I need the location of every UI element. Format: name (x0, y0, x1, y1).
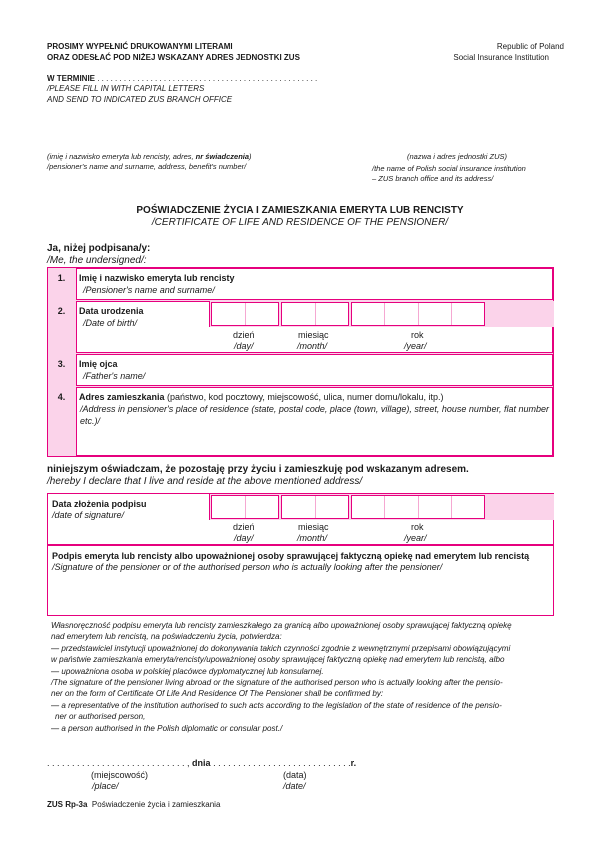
note-line: /The signature of the pensioner living abroad or the signature of the authorised person who is actually looking after the pensio- (51, 678, 503, 688)
signature-month-label-pl: miesiąc (298, 522, 329, 532)
form-footer (47, 799, 220, 810)
signature-day-label-en: /day/ (234, 533, 254, 543)
field-3-label-pl: Imię ojca (79, 359, 118, 369)
deadline-dots: . . . . . . . . . . . . . . . . . . . . . . . . . . . . . . . . . . . . . . . . . . . . . . . . . . (97, 74, 318, 83)
field-4-label-pl-main: Adres zamieszkania (79, 392, 165, 402)
signature-date-label-en: /date of signature/ (52, 510, 125, 520)
dnia-label: dnia (192, 758, 211, 768)
field-4-label-pl-extra: (państwo, kod pocztowy, miejscowość, ulica, numer domu/lokalu, itp.) (164, 392, 444, 402)
document-title-pl: POŚWIADCZENIE ŻYCIA I ZAMIESZKANIA EMERYTA LUB RENCISTY (136, 205, 464, 216)
field-1-label-en: /Pensioner's name and surname/ (83, 285, 215, 295)
signature-month-input[interactable] (281, 495, 349, 519)
note-line: Własnoręczność podpisu emeryta lub rencisty zamieszkałego za granicą albo upoważnionej osoby sprawującej faktyczną opiekę (51, 621, 512, 630)
birth-year-label-en: /year/ (404, 341, 427, 351)
signature-label-pl: Podpis emeryta lub rencisty albo upoważnionej osoby sprawującej faktyczną opiekę nad emerytem lub rencistą (52, 551, 530, 561)
confirmation-notes (51, 620, 561, 734)
birth-day-label-pl: dzień (233, 330, 255, 340)
undersigned-pl: Ja, niżej podpisana/y: (47, 243, 151, 254)
undersigned-en: /Me, the undersigned/: (47, 255, 147, 266)
zus-address-caption-en-2: – ZUS branch office and its address/ (372, 174, 494, 183)
field-1-number: 1. (57, 273, 66, 283)
caption-part: (imię i nazwisko emeryta lub rencisty, adres, (47, 152, 196, 161)
note-line: nad emerytem lub rencistą, na poświadczeniu życia, potwierdza: (51, 632, 282, 642)
field-3-label-en: /Father's name/ (83, 371, 146, 381)
form-code: ZUS Rp-3a (47, 800, 88, 809)
org-name: Social Insurance Institution (453, 53, 549, 62)
note-line: — a person authorised in the Polish diplomatic or consular post./ (51, 723, 283, 733)
note-line: ner or authorised person, (55, 712, 146, 722)
note-line: ner on the form of Certificate Of Life And Residence Of The Pensioner shall be confirmed by: (51, 689, 384, 699)
field-4-label-en: /Address in pensioner's place of residence (state, postal code, place (town, village), street, house number, flat number etc.)/ (80, 404, 549, 426)
instruction-pl-line-1: PROSIMY WYPEŁNIĆ DRUKOWANYMI LITERAMI (47, 42, 233, 51)
r-label: r. (350, 758, 357, 768)
note-line: w państwie zamieszkania emeryta/rencisty/upoważnionej osoby sprawującej faktyczną opiekę nad emerytem lub rencistą, albo (51, 655, 505, 665)
form-name: Poświadczenie życia i zamieszkania (91, 800, 221, 809)
field-1-label-pl: Imię i nazwisko emeryta lub rencisty (79, 273, 235, 283)
pensioner-address-caption-pl (47, 152, 252, 162)
field-4-label-pl (79, 391, 444, 403)
field-4-number: 4. (57, 392, 66, 402)
zus-address-caption-pl: (nazwa i adres jednostki ZUS) (407, 152, 508, 161)
signature-day-input[interactable] (211, 495, 279, 519)
declaration-pl: niniejszym oświadczam, że pozostaję przy życiu i zamieszkuję pod wskazanym adresem. (47, 464, 469, 475)
deadline-label: W TERMINIE (47, 74, 95, 83)
document-title-en: /CERTIFICATE OF LIFE AND RESIDENCE OF THE PENSIONER/ (151, 217, 449, 228)
pensioner-name-field[interactable] (76, 268, 553, 300)
zus-address-caption-en-1: /the name of Polish social insurance institution (372, 164, 526, 173)
signature-date-label-pl: Data złożenia podpisu (52, 499, 147, 509)
place-dots: . . . . . . . . . . . . . . . . . . . . . . . . . . . . , (47, 758, 190, 768)
place-caption-en: /place/ (92, 781, 119, 791)
birth-year-label-pl: rok (411, 330, 424, 340)
birth-day-input[interactable] (211, 302, 279, 326)
instruction-pl-line-2: ORAZ ODESŁAĆ POD NIŻEJ WSKAZANY ADRES JEDNOSTKI ZUS (47, 53, 300, 62)
birth-year-input[interactable] (351, 302, 485, 326)
signature-year-input[interactable] (351, 495, 485, 519)
declaration-en: /hereby I declare that I live and reside at the above mentioned address/ (47, 476, 363, 487)
place-date-line[interactable] (47, 757, 356, 769)
birth-month-label-pl: miesiąc (298, 330, 329, 340)
instruction-en-line-1: /PLEASE FILL IN WITH CAPITAL LETTERS (47, 84, 205, 93)
date-caption-pl: (data) (283, 770, 307, 780)
note-line: — przedstawiciel instytucji upoważnionej do dokonywania takich czynności zgodnie z wewnętrznymi przepisami obowiązującymi (51, 643, 511, 653)
signature-label-en: /Signature of the pensioner or of the authorised person who is actually looking after the pensioner/ (52, 562, 443, 572)
caption-part-end: ) (249, 152, 252, 161)
signature-day-label-pl: dzień (233, 522, 255, 532)
org-country: Republic of Poland (496, 42, 564, 51)
field-3-number: 3. (57, 359, 66, 369)
residence-address-field[interactable] (76, 387, 553, 456)
birth-month-label-en: /month/ (297, 341, 328, 351)
pensioner-address-caption-en: /pensioner's name and surname, address, benefit's number/ (47, 162, 247, 171)
benefit-number-caption: nr świadczenia (195, 152, 250, 161)
field-2-label-en: /Date of birth/ (83, 318, 138, 328)
date-caption-en: /date/ (283, 781, 306, 791)
note-line: — upoważniona osoba w polskiej placówce dyplomatycznej lub konsularnej. (51, 666, 324, 676)
note-line: — a representative of the institution authorised to such acts according to the legislation of the state of residence of the pensio- (51, 700, 502, 710)
instruction-en-line-2: AND SEND TO INDICATED ZUS BRANCH OFFICE (47, 95, 233, 104)
signature-year-label-en: /year/ (404, 533, 427, 543)
signature-month-label-en: /month/ (297, 533, 328, 543)
field-2-number: 2. (57, 306, 66, 316)
place-caption-pl: (miejscowość) (91, 770, 149, 780)
birth-day-label-en: /day/ (234, 341, 254, 351)
father-name-field[interactable] (76, 354, 553, 386)
field-2-label-pl: Data urodzenia (79, 306, 144, 316)
date-dots: . . . . . . . . . . . . . . . . . . . . . . . . . . . . (213, 758, 351, 768)
signature-field[interactable] (47, 545, 554, 616)
signature-year-label-pl: rok (411, 522, 424, 532)
birth-month-input[interactable] (281, 302, 349, 326)
